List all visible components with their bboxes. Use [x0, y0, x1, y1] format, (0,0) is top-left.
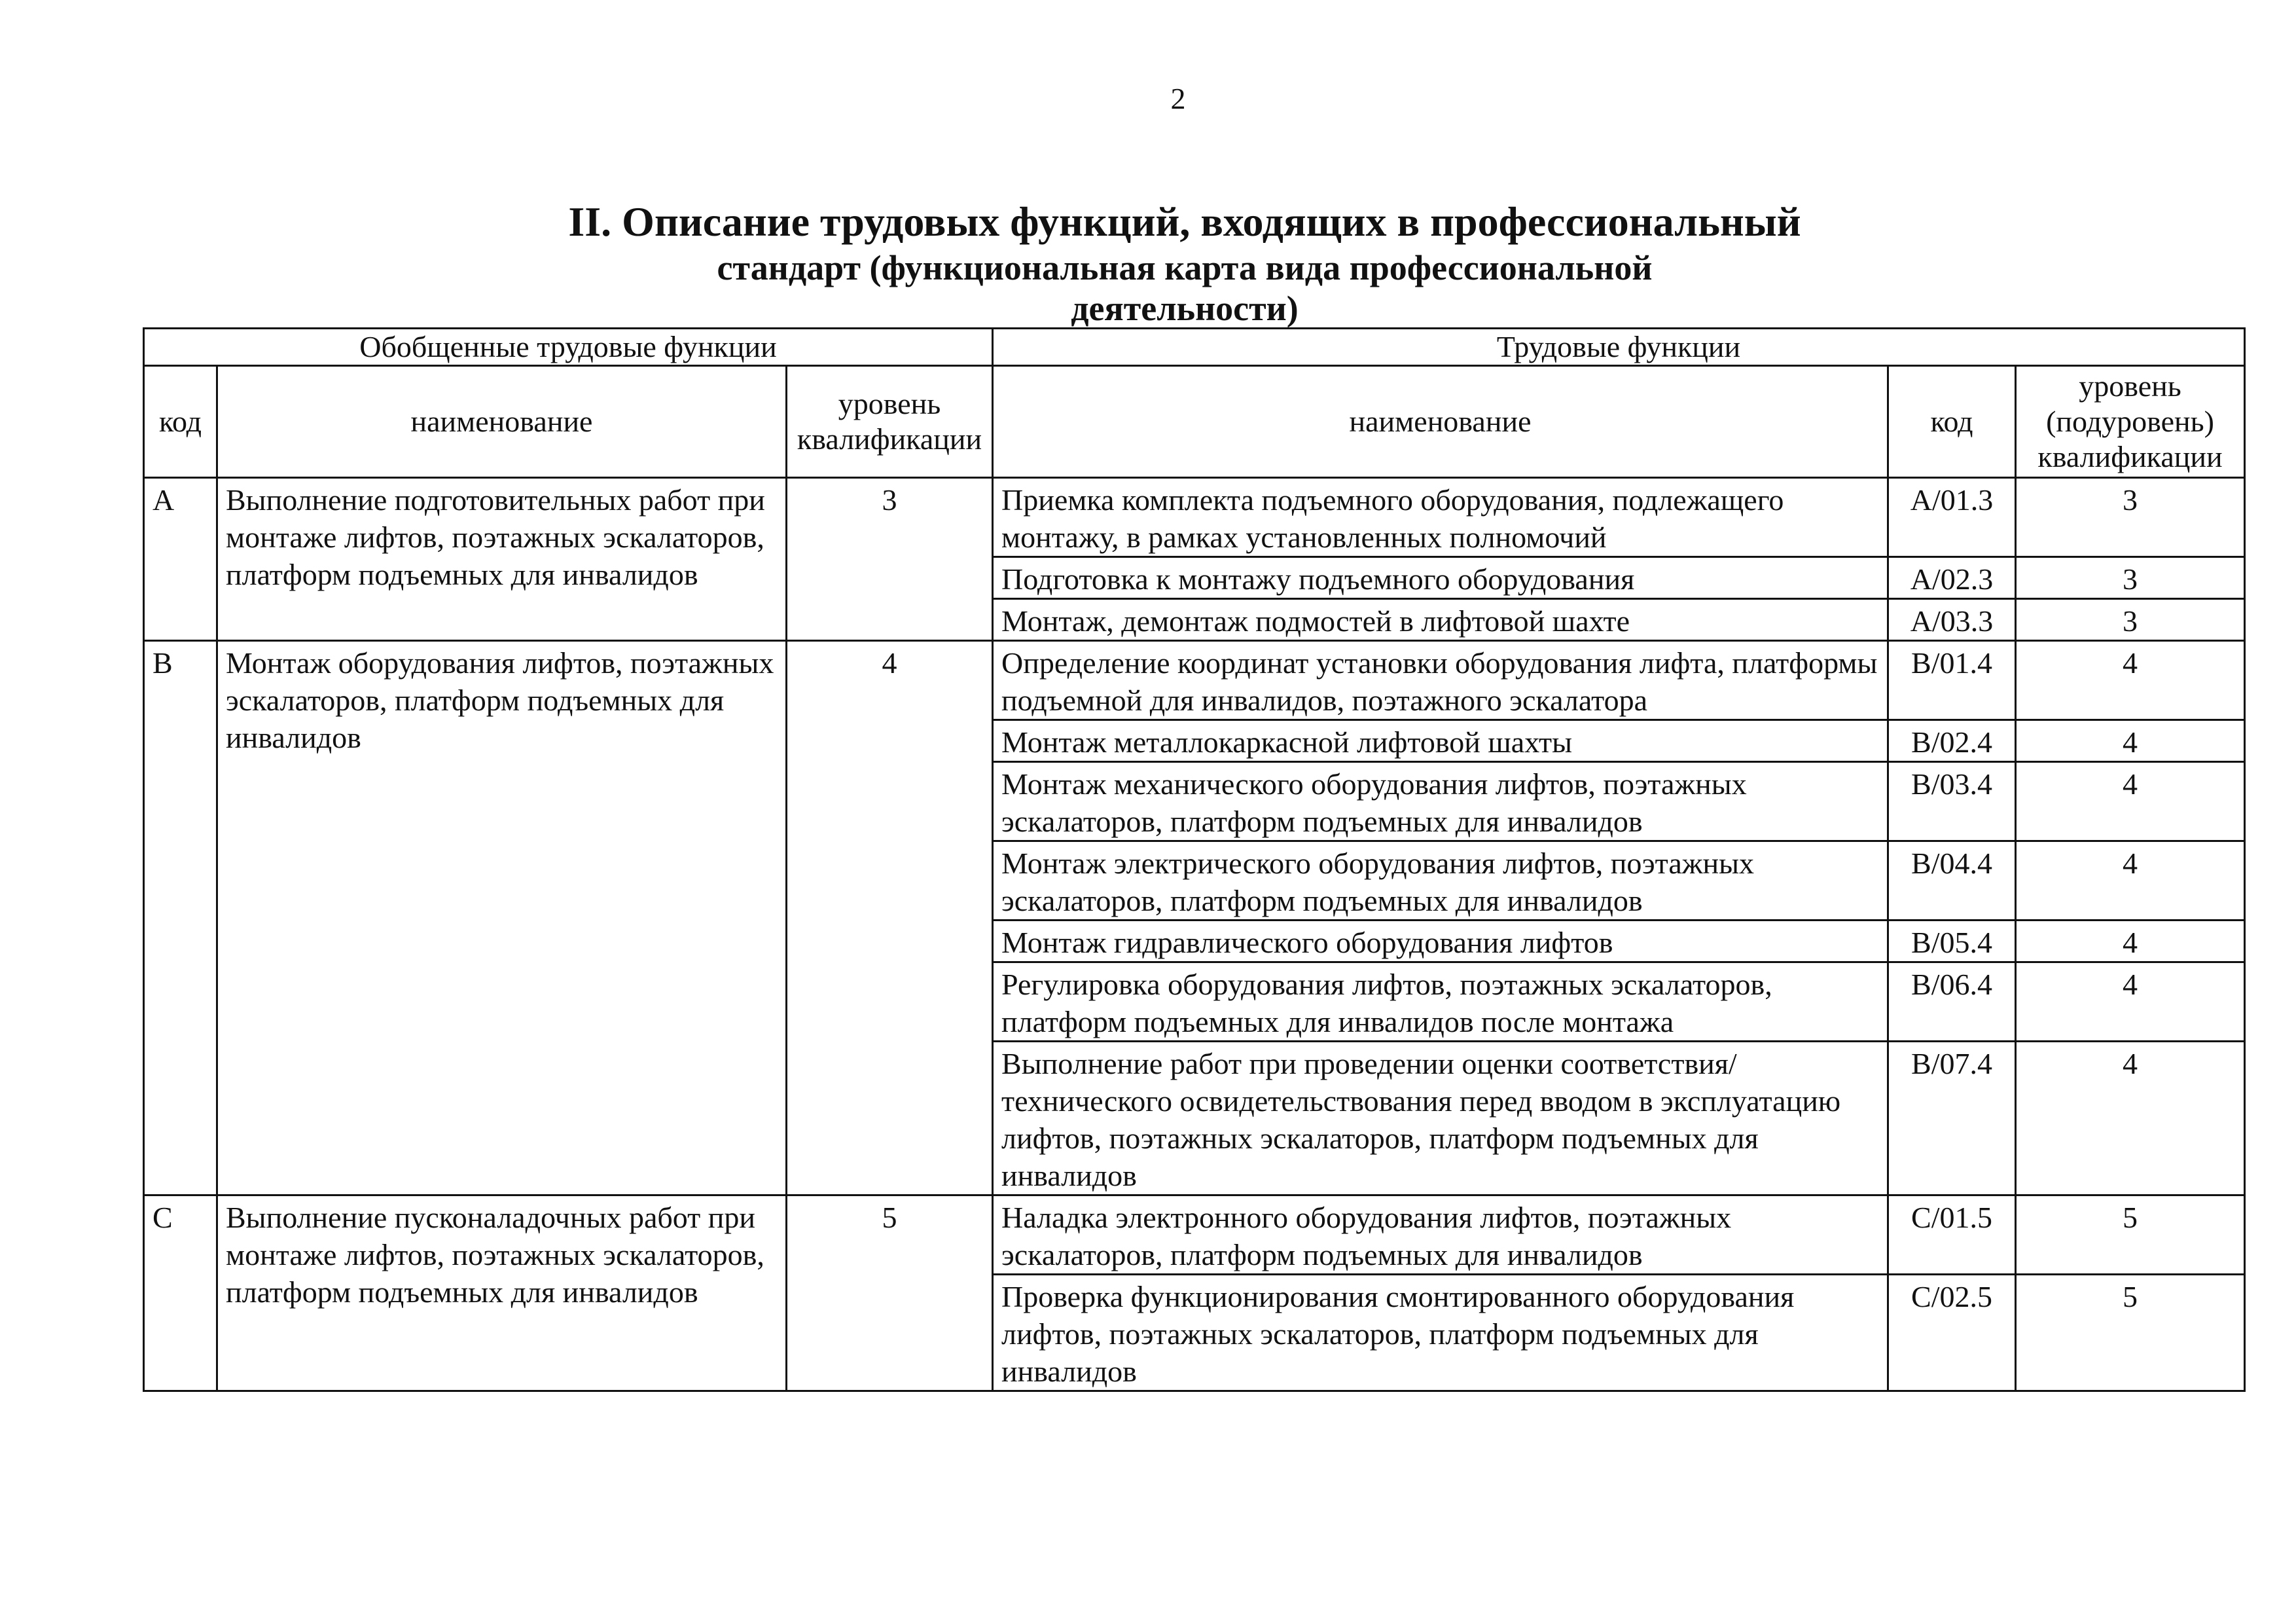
function-level: 4	[2016, 962, 2245, 1042]
function-level: 4	[2016, 720, 2245, 762]
section-title-line-2: стандарт (функциональная карта вида профессиональной	[717, 248, 1653, 287]
table-row	[144, 641, 2245, 720]
function-level: 4	[2016, 641, 2245, 720]
table-group-header-row	[144, 329, 2245, 366]
group-code: C	[144, 1195, 217, 1391]
function-level: 3	[2016, 599, 2245, 641]
function-code: A/01.3	[1888, 478, 2016, 557]
function-name: Проверка функционирования смонтированного оборудования лифтов, поэтажных эскалаторов, платформ подъемных для инвалидов	[993, 1275, 1888, 1391]
function-level: 3	[2016, 557, 2245, 599]
header-code: код	[144, 366, 217, 478]
function-code: A/03.3	[1888, 599, 2016, 641]
header-function-name: наименование	[993, 366, 1888, 478]
group-code: B	[144, 641, 217, 1195]
function-level: 4	[2016, 921, 2245, 962]
function-name: Выполнение работ при проведении оценки соответствия/технического освидетельствования перед вводом в эксплуатацию лифтов, поэтажных эскалаторов, платформ подъемных для инвалидов	[993, 1042, 1888, 1195]
function-name: Монтаж механического оборудования лифтов, поэтажных эскалаторов, платформ подъемных для инвалидов	[993, 762, 1888, 841]
function-name: Приемка комплекта подъемного оборудования, подлежащего монтажу, в рамках установленных полномочий	[993, 478, 1888, 557]
functional-map-table	[143, 327, 2246, 1392]
function-name: Монтаж электрического оборудования лифтов, поэтажных эскалаторов, платформ подъемных для инвалидов	[993, 841, 1888, 921]
section-title-line-3: деятельности)	[1071, 289, 1299, 328]
group-level: 5	[787, 1195, 993, 1391]
function-name: Монтаж, демонтаж подмостей в лифтовой шахте	[993, 599, 1888, 641]
group-code: A	[144, 478, 217, 641]
function-code: B/02.4	[1888, 720, 2016, 762]
function-code: C/01.5	[1888, 1195, 2016, 1275]
function-level: 3	[2016, 478, 2245, 557]
group-name: Выполнение подготовительных работ при монтаже лифтов, поэтажных эскалаторов, платформ подъемных для инвалидов	[217, 478, 787, 641]
function-level: 4	[2016, 1042, 2245, 1195]
function-code: B/01.4	[1888, 641, 2016, 720]
section-title-line-1: II. Описание трудовых функций, входящих в профессиональный	[568, 198, 1801, 245]
group-name: Выполнение пусконаладочных работ при монтаже лифтов, поэтажных эскалаторов, платформ подъемных для инвалидов	[217, 1195, 787, 1391]
function-name: Монтаж металлокаркасной лифтовой шахты	[993, 720, 1888, 762]
table-row	[144, 1195, 2245, 1275]
function-level: 4	[2016, 841, 2245, 921]
function-name: Монтаж гидравлического оборудования лифтов	[993, 921, 1888, 962]
group-level: 3	[787, 478, 993, 641]
function-code: B/04.4	[1888, 841, 2016, 921]
header-generalized-functions: Обобщенные трудовые функции	[144, 329, 993, 366]
group-name: Монтаж оборудования лифтов, поэтажных эскалаторов, платформ подъемных для инвалидов	[217, 641, 787, 1195]
function-code: B/06.4	[1888, 962, 2016, 1042]
function-code: A/02.3	[1888, 557, 2016, 599]
header-labor-functions: Трудовые функции	[993, 329, 2245, 366]
function-code: B/05.4	[1888, 921, 2016, 962]
function-code: B/07.4	[1888, 1042, 2016, 1195]
function-name: Регулировка оборудования лифтов, поэтажных эскалаторов, платформ подъемных для инвалидов после монтажа	[993, 962, 1888, 1042]
section-title	[0, 196, 2296, 329]
header-sublevel: уровень (подуровень) квалификации	[2016, 366, 2245, 478]
function-code: B/03.4	[1888, 762, 2016, 841]
function-level: 5	[2016, 1275, 2245, 1391]
function-code: C/02.5	[1888, 1275, 2016, 1391]
table-column-header-row	[144, 366, 2245, 478]
function-name: Подготовка к монтажу подъемного оборудования	[993, 557, 1888, 599]
table-row	[144, 478, 2245, 557]
function-level: 5	[2016, 1195, 2245, 1275]
function-name: Определение координат установки оборудования лифта, платформы подъемной для инвалидов, поэтажного эскалатора	[993, 641, 1888, 720]
group-level: 4	[787, 641, 993, 1195]
header-function-code: код	[1888, 366, 2016, 478]
header-qualification-level: уровень квалификации	[787, 366, 993, 478]
function-name: Наладка электронного оборудования лифтов, поэтажных эскалаторов, платформ подъемных для инвалидов	[993, 1195, 1888, 1275]
page-number: 2	[1170, 82, 1186, 115]
function-level: 4	[2016, 762, 2245, 841]
header-name: наименование	[217, 366, 787, 478]
